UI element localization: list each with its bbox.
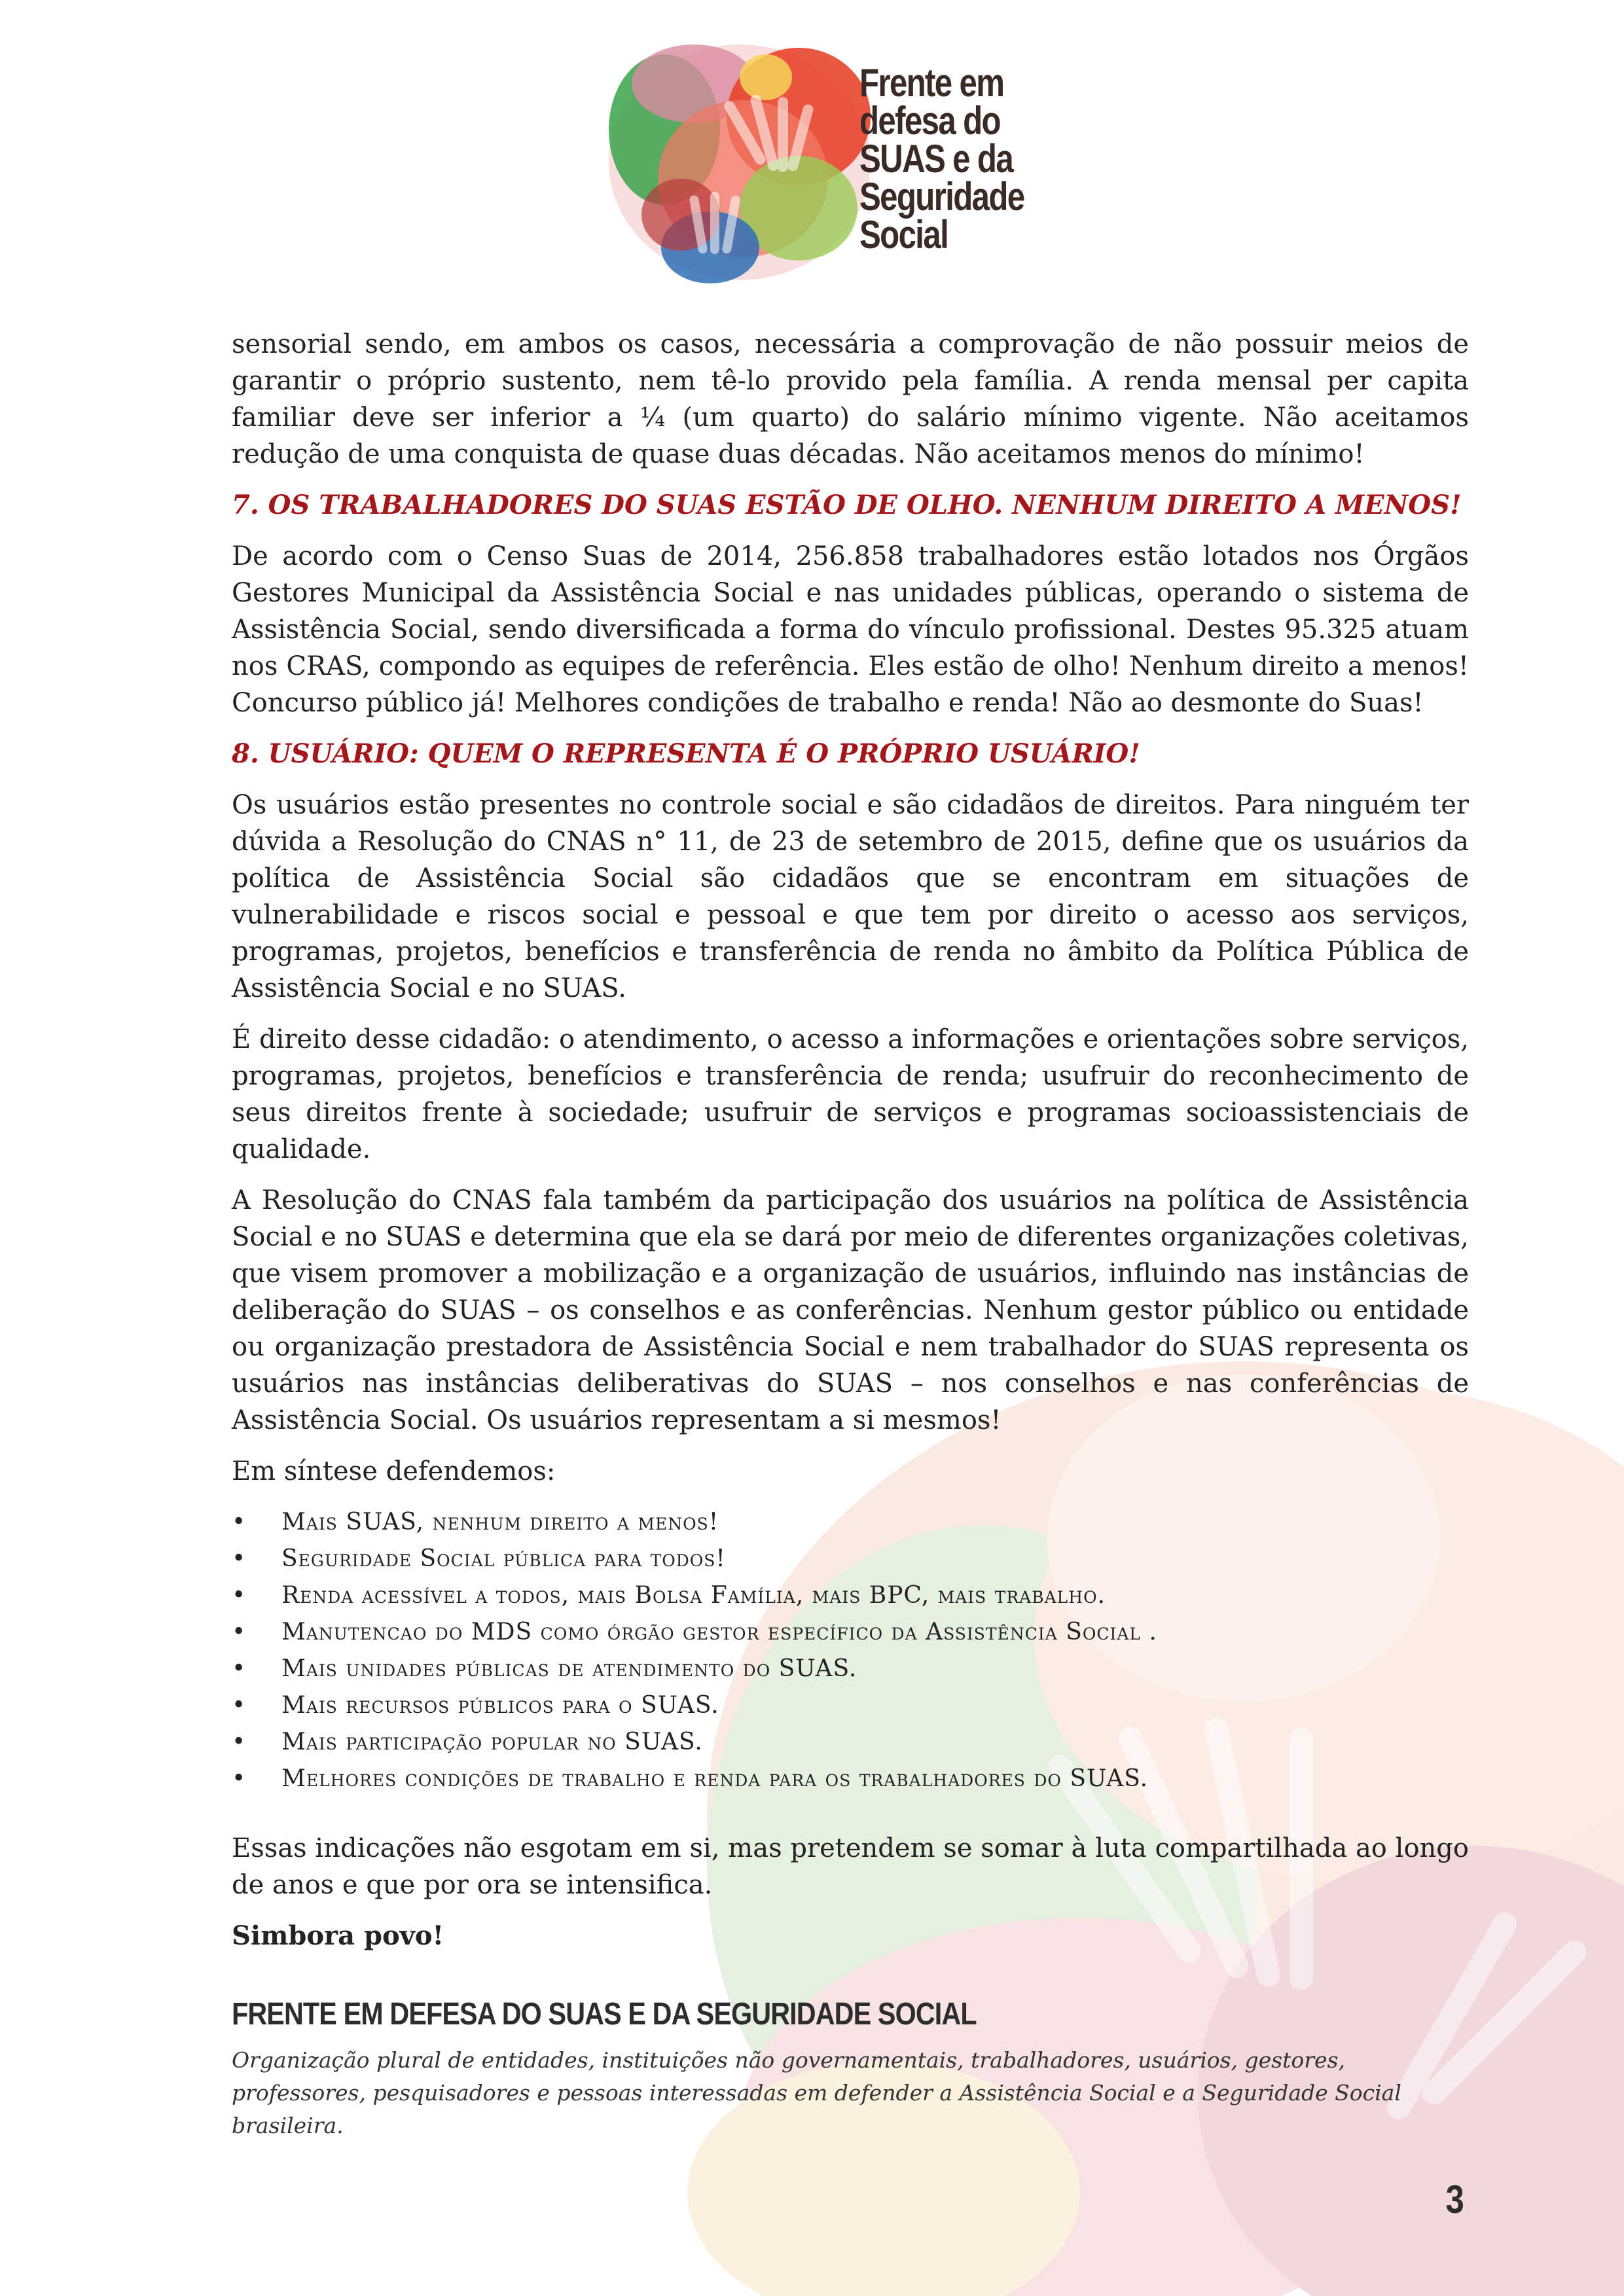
list-item: • Mais SUAS, nenhum direito a menos! (232, 1504, 1469, 1541)
closing-call: Simbora povo! (232, 1920, 444, 1951)
logo-title: Frente em defesa do SUAS e da Seguridade Social (859, 61, 1024, 257)
hands-logo-icon (602, 38, 877, 287)
section-8-heading: 8. USUÁRIO: QUEM O REPRESENTA É O PRÓPRIO USUÁRIO! (232, 738, 1140, 769)
section-7-body: De acordo com o Censo Suas de 2014, 256.858 trabalhadores estão lotados nos Órgãos Gestores Municipal da Assistência Social e nas unidades públicas, operando o sistema de Assistência Social, sendo diversificada a forma do vínculo profissional. Destes 95.325 atuam nos CRAS, compondo as equipes de referência. Eles estão de olho! Nenhum direito a menos! Concurso público já! Melhores condições de trabalho e renda! Não ao desmonte do Suas! (232, 541, 1469, 718)
paragraph: sensorial sendo, em ambos os casos, necessária a comprovação de não possuir meios de garantir o próprio sustento, nem tê-lo provido pela família. A renda mensal per capita familiar deve ser inferior a ¼ (um quarto) do salário mínimo vigente. Não aceitamos redução de uma conquista de quase duas décadas. Não aceitamos menos do mínimo! (232, 329, 1469, 469)
footer (232, 1996, 1475, 2142)
bullet-icon: • (232, 1619, 247, 1645)
list-item: • Mais recursos públicos para o SUAS. (232, 1687, 1469, 1724)
bullet-icon: • (232, 1582, 247, 1609)
bullet-icon: • (232, 1729, 247, 1755)
list-item: • Renda acessível a todos, mais Bolsa Família, mais BPC, mais trabalho. (232, 1577, 1469, 1614)
list-item: • Mais participação popular no SUAS. (232, 1724, 1469, 1761)
list-item: • Manutencao do MDS como órgão gestor específico da Assistência Social . (232, 1614, 1469, 1651)
section-8-paragraph-2: É direito desse cidadão: o atendimento, o acesso a informações e orientações sobre serviços, programas, projetos, benefícios e transferência de renda; usufruir do reconhecimento de seus direitos frente à sociedade; usufruir de serviços e programas socioassistenciais de qualidade. (232, 1024, 1469, 1164)
bullet-icon: • (232, 1655, 247, 1682)
list-item: • Seguridade Social pública para todos! (232, 1541, 1469, 1577)
bullet-icon: • (232, 1692, 247, 1719)
bullet-icon: • (232, 1509, 247, 1535)
section-8-paragraph-1: Os usuários estão presentes no controle social e são cidadãos de direitos. Para ninguém ter dúvida a Resolução do CNAS n° 11, de 23 de setembro de 2015, define que os usuários da política de Assistência Social são cidadãos que se encontram em situações de vulnerabilidade e riscos social e pessoal e que tem por direito o acesso aos serviços, programas, projetos, benefícios e transferência de renda no âmbito da Política Pública de Assistência Social e no SUAS. (232, 790, 1469, 1003)
list-item: • Melhores condições de trabalho e renda para os trabalhadores do SUAS. (232, 1761, 1469, 1797)
bullet-icon: • (232, 1765, 247, 1792)
bullet-icon: • (232, 1545, 247, 1572)
list-item: • Mais unidades públicas de atendimento do SUAS. (232, 1651, 1469, 1687)
closing-paragraph: Essas indicações não esgotam em si, mas pretendem se somar à luta compartilhada ao longo de anos e que por ora se intensifica. (232, 1833, 1469, 1900)
synthesis-intro: Em síntese defendemos: (232, 1456, 556, 1486)
footer-title: FRENTE EM DEFESA DO SUAS E DA SEGURIDADE SOCIAL (232, 1997, 977, 2032)
section-7-heading: 7. OS TRABALHADORES DO SUAS ESTÃO DE OLHO. NENHUM DIREITO A MENOS! (232, 490, 1462, 520)
page-number: 3 (1445, 2178, 1464, 2221)
demands-list (232, 1504, 1469, 1797)
main-content (232, 326, 1469, 1969)
logo (602, 38, 1047, 287)
footer-description: Organização plural de entidades, instituições não governamentais, trabalhadores, usuários, gestores, professores, pesquisadores e pessoas interessadas em defender a Assistência Social e a Seguridade Social brasileira. (232, 2047, 1401, 2138)
section-8-paragraph-3: A Resolução do CNAS fala também da participação dos usuários na política de Assistência Social e no SUAS e determina que ela se dará por meio de diferentes organizações coletivas, que visem promover a mobilização e a organização de usuários, influindo nas instâncias de deliberação do SUAS – os conselhos e as conferências. Nenhum gestor público ou entidade ou organização prestadora de Assistência Social e nem trabalhador do SUAS representa os usuários nas instâncias deliberativas do SUAS – nos conselhos e nas conferências de Assistência Social. Os usuários representam a si mesmos! (232, 1185, 1469, 1435)
